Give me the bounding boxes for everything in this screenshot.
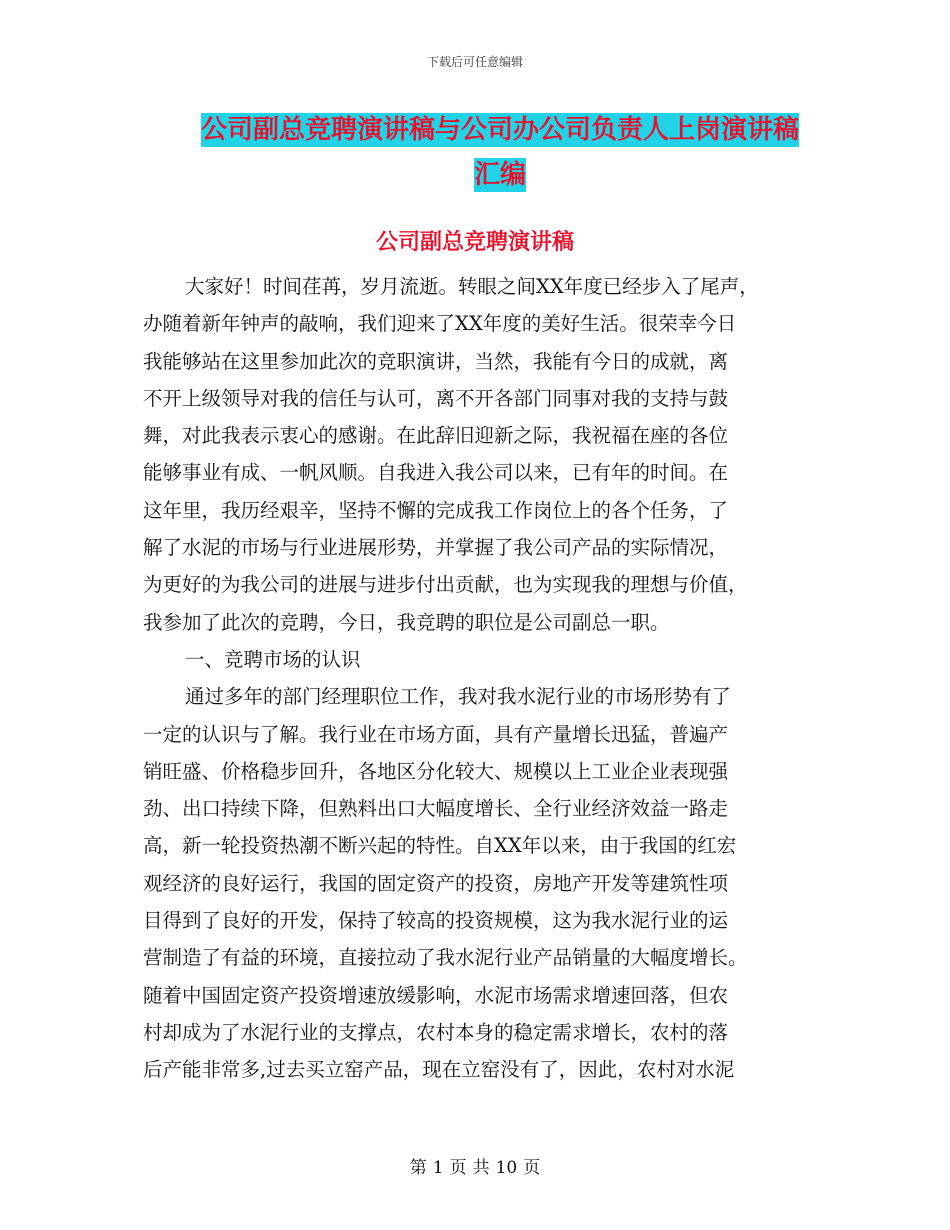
footer-total-pages: 10 [495,1158,518,1178]
paragraph-line: 销旺盛、价格稳步回升，各地区分化较大、规模以上工业企业表现强 [143,759,729,783]
paragraph-line: 这年里，我历经艰辛，坚持不懈的完成我工作岗位上的各个任务，了 [143,498,729,522]
paragraph-line: 我能够站在这里参加此次的竞职演讲，当然，我能有今日的成就，离 [143,349,729,373]
document-title [150,108,850,198]
section-heading: 公司副总竞聘演讲稿 [375,230,574,255]
title-line-2: 汇编 [473,160,526,190]
paragraph-line: 营制造了有益的环境，直接拉动了我水泥行业产品销量的大幅度增长。 [143,946,748,970]
footer-total-label: 共 [472,1158,490,1178]
paragraph-line: 高，新一轮投资热潮不断兴起的特性。自XX年以来，由于我国的红宏 [143,834,737,858]
paragraph-line: 大家好！时间荏苒，岁月流逝。转眼之间XX年度已经步入了尾声， [185,275,759,298]
footer-total-unit: 页 [523,1158,541,1178]
paragraph-line: 我参加了此次的竞聘，今日，我竞聘的职位是公司副总一职。 [143,610,670,634]
paragraph-line: 舞，对此我表示衷心的感谢。在此辞旧迎新之际，我祝福在座的各位 [143,424,729,448]
paragraph-line: 目得到了良好的开发，保持了较高的投资规模，这为我水泥行业的运 [143,909,729,933]
paragraph-line: 不开上级领导对我的信任与认可，离不开各部门同事对我的支持与鼓 [143,386,729,410]
paragraph-line: 一定的认识与了解。我行业在市场方面，具有产量增长迅猛，普遍产 [143,722,729,746]
paragraph-line: 劲、出口持续下降，但熟料出口大幅度增长、全行业经济效益一路走 [143,797,729,821]
paragraph-line: 能够事业有成、一帆风顺。自我进入我公司以来，已有年的时间。在 [143,461,729,485]
paragraph-line: 办随着新年钟声的敲响，我们迎来了XX年度的美好生活。很荣幸今日 [143,312,737,336]
paragraph-line: 为更好的为我公司的进展与进步付出贡献，也为实现我的理想与价值， [143,573,748,597]
paragraph-line: 村却成为了水泥行业的支撑点，农村本身的稳定需求增长，农村的落 [143,1020,729,1044]
footer-page-number: 1 [432,1158,444,1178]
paragraph-line: 随着中国固定资产投资增速放缓影响，水泥市场需求增速回落，但农 [143,983,729,1007]
title-line-1: 公司副总竞聘演讲稿与公司办公司负责人上岗演讲稿 [200,115,799,145]
subsection-heading: 一、竞聘市场的认识 [185,647,361,671]
paragraph-line: 观经济的良好运行，我国的固定资产的投资，房地产开发等建筑性项 [143,871,729,895]
paragraph-line: 解了水泥的市场与行业进展形势，并掌握了我公司产品的实际情况， [143,536,729,560]
body-text [143,268,808,1089]
footer-page-unit: 页 [449,1158,467,1178]
page-footer [0,1153,950,1178]
paragraph-line: 通过多年的部门经理职位工作，我对我水泥行业的市场形势有了 [185,685,732,709]
paragraph-line: 后产能非常多,过去买立窑产品，现在立窑没有了，因此，农村对水泥 [143,1058,735,1082]
page-header-note: 下载后可任意编辑 [426,55,523,69]
footer-page-label: 第 [409,1158,427,1178]
